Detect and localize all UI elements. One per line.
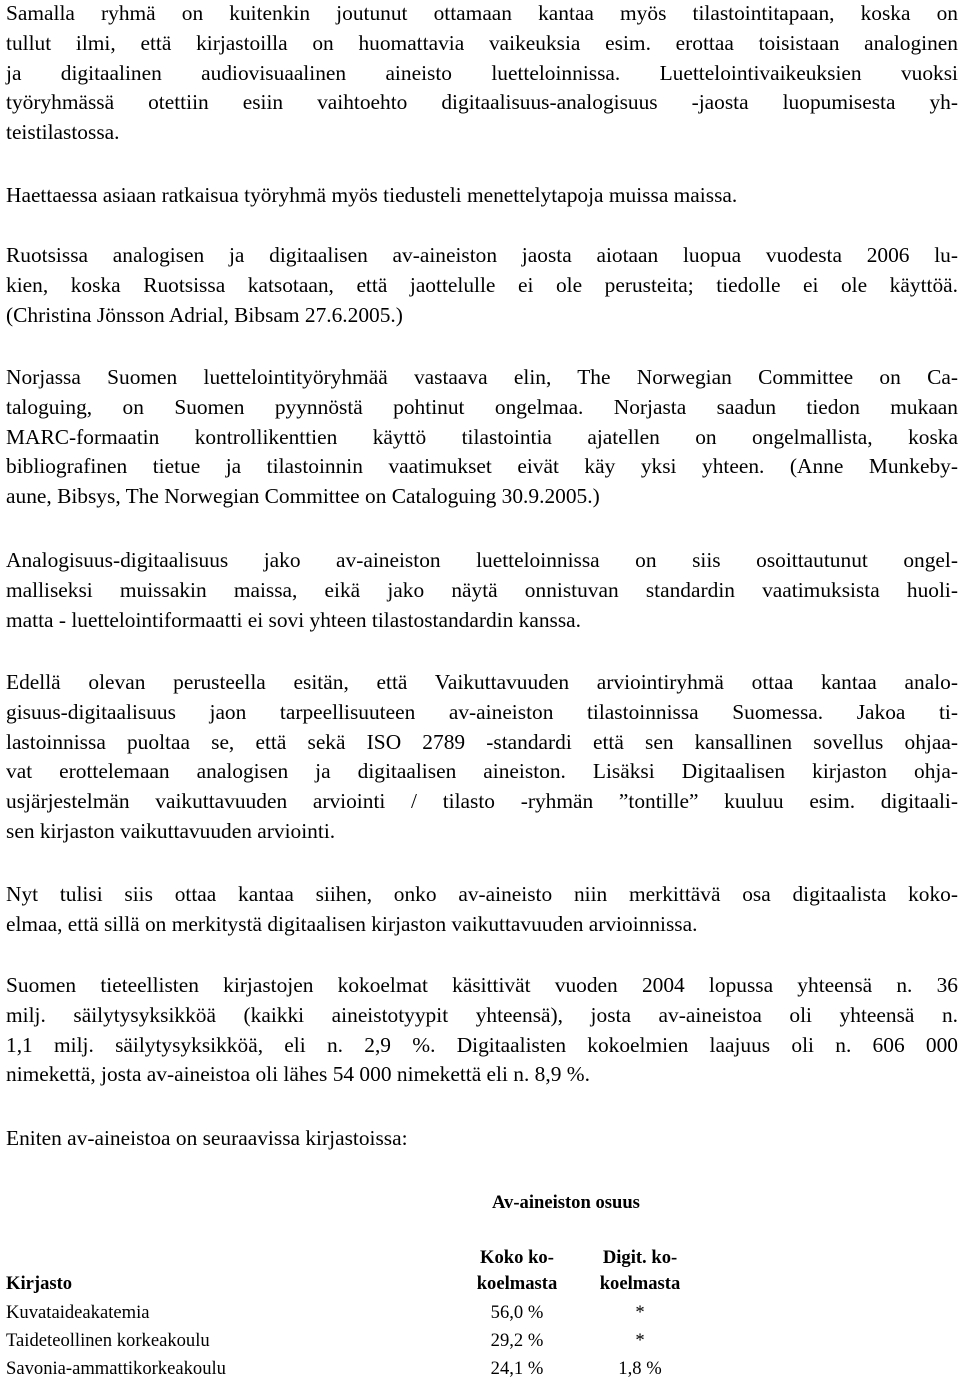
paragraph — [6, 363, 958, 512]
column-header-digital-collection — [588, 1245, 692, 1297]
text-line: bibliografinen tietue ja tilastoinnin vaatimukset eivät käy yksi yhteen. (Anne Munkeby- — [6, 454, 958, 479]
paragraph — [6, 546, 958, 635]
text-line: aune, Bibsys, The Norwegian Committee on Cataloguing 30.9.2005.) — [6, 484, 600, 509]
text-line: vat erottelemaan analogisen ja digitaalisen aineiston. Lisäksi Digitaalisen kirjaston ohja- — [6, 759, 958, 784]
cell-library: Kuvataideakatemia — [6, 1302, 150, 1323]
cell-digital-share: 1,8 % — [618, 1358, 662, 1379]
text-line: Edellä olevan perusteella esitän, että Vaikuttavuuden arviointiryhmä ottaa kantaa analo- — [6, 670, 958, 694]
text-line: teistilastossa. — [6, 120, 120, 145]
paragraph — [6, 880, 958, 940]
paragraph — [6, 668, 958, 847]
text-line: Analogisuus-digitaalisuus jako av-aineiston luetteloinnissa on siis osoittautunut ongel- — [6, 548, 958, 572]
text-line: milj. säilytysyksikköä (kaikki aineistotyypit yhteensä), josta av-aineistoa oli yhteensä n. — [6, 1002, 958, 1027]
column-header-total-collection — [462, 1245, 572, 1297]
text-line: tullut ilmi, että kirjastoilla on huomattavia vaikeuksia esim. erottaa toisistaan analoginen — [6, 30, 958, 55]
text-line: työryhmässä otettiin esiin vaihtoehto digitaalisuus-analogisuus -jaosta luopumisesta yh- — [6, 90, 958, 115]
cell-digital-share: * — [635, 1302, 645, 1323]
text-line: MARC-formaatin kontrollikenttien käyttö tilastointia ajatellen on ongelmallista, koska — [6, 424, 958, 449]
paragraph — [6, 181, 958, 211]
cell-library: Savonia-ammattikorkeakoulu — [6, 1358, 226, 1379]
table-row — [6, 1330, 706, 1358]
text-line: sen kirjaston vaikuttavuuden arviointi. — [6, 818, 336, 843]
text-line: usjärjestelmän vaikuttavuuden arviointi / tilasto -ryhmän ”tontille” kuuluu esim. digitaali- — [6, 789, 958, 814]
text-line: lastoinnissa puoltaa se, että sekä ISO 2789 -standardi että sen kansallinen sovellus ohjaa- — [6, 729, 958, 754]
text-line: Norjassa Suomen luettelointityöryhmää vastaava elin, The Norwegian Committee on Ca- — [6, 365, 958, 389]
header-line: koelmasta — [599, 1273, 681, 1294]
text-line: Nyt tulisi siis ottaa kantaa siihen, onko av-aineisto niin merkittävä osa digitaalista koko- — [6, 882, 958, 906]
cell-total-share: 29,2 % — [490, 1330, 544, 1351]
text-line: ja digitaalinen audiovisuaalinen aineisto luetteloinnissa. Luettelointivaikeuksien vuoksi — [6, 60, 958, 85]
cell-library: Taideteollinen korkeakoulu — [6, 1330, 210, 1351]
text-line: 1,1 milj. säilytysyksikköä, eli n. 2,9 %. Digitaalisten kokoelmien laajuus oli n. 606 000 — [6, 1032, 958, 1057]
table-row — [6, 1302, 706, 1330]
header-line: Digit. ko- — [602, 1247, 678, 1268]
cell-total-share: 56,0 % — [490, 1302, 544, 1323]
paragraph — [6, 971, 958, 1090]
text-line: Haettaessa asiaan ratkaisua työryhmä myös tiedusteli menettelytapoja muissa maissa. — [6, 183, 738, 207]
text-line: matta - luettelointiformaatti ei sovi yhteen tilastostandardin kanssa. — [6, 607, 582, 632]
text-line: (Christina Jönsson Adrial, Bibsam 27.6.2005.) — [6, 302, 403, 327]
paragraph — [6, 0, 958, 148]
text-line: Eniten av-aineistoa on seuraavissa kirjastoissa: — [6, 1126, 408, 1150]
text-line: elmaa, että sillä on merkitystä digitaalisen kirjaston vaikuttavuuden arvioinnissa. — [6, 911, 698, 936]
text-line: malliseksi muissakin maissa, eikä jako näytä onnistuvan standardin vaatimuksista huoli- — [6, 577, 958, 602]
paragraph — [6, 241, 958, 330]
header-line: koelmasta — [476, 1273, 558, 1294]
text-line: kien, koska Ruotsissa katsotaan, että jaottelulle ei ole perusteita; tiedolle ei ole käyttöä. — [6, 272, 958, 297]
table-caption: Av-aineiston osuus — [492, 1192, 640, 1213]
table-row — [6, 1358, 706, 1386]
paragraph — [6, 1124, 958, 1154]
cell-total-share: 24,1 % — [490, 1358, 544, 1379]
cell-digital-share: * — [635, 1330, 645, 1351]
text-line: gisuus-digitaalisuus jaon tarpeellisuuteen av-aineiston tilastoinnissa Suomessa. Jakoa ti- — [6, 699, 958, 724]
column-header-library: Kirjasto — [6, 1273, 73, 1294]
text-line: Ruotsissa analogisen ja digitaalisen av-aineiston jaosta aiotaan luopua vuodesta 2006 lu- — [6, 243, 958, 267]
text-line: Samalla ryhmä on kuitenkin joutunut ottamaan kantaa myös tilastointitapaan, koska on — [6, 1, 958, 25]
text-line: Suomen tieteellisten kirjastojen kokoelmat käsittivät vuoden 2004 lopussa yhteensä n. 36 — [6, 973, 958, 997]
header-line: Koko ko- — [480, 1247, 554, 1268]
text-line: nimekettä, josta av-aineistoa oli lähes 54 000 nimekettä eli n. 8,9 %. — [6, 1062, 590, 1087]
text-line: taloguing, on Suomen pyynnöstä pohtinut ongelmaa. Norjasta saadun tiedon mukaan — [6, 394, 958, 419]
